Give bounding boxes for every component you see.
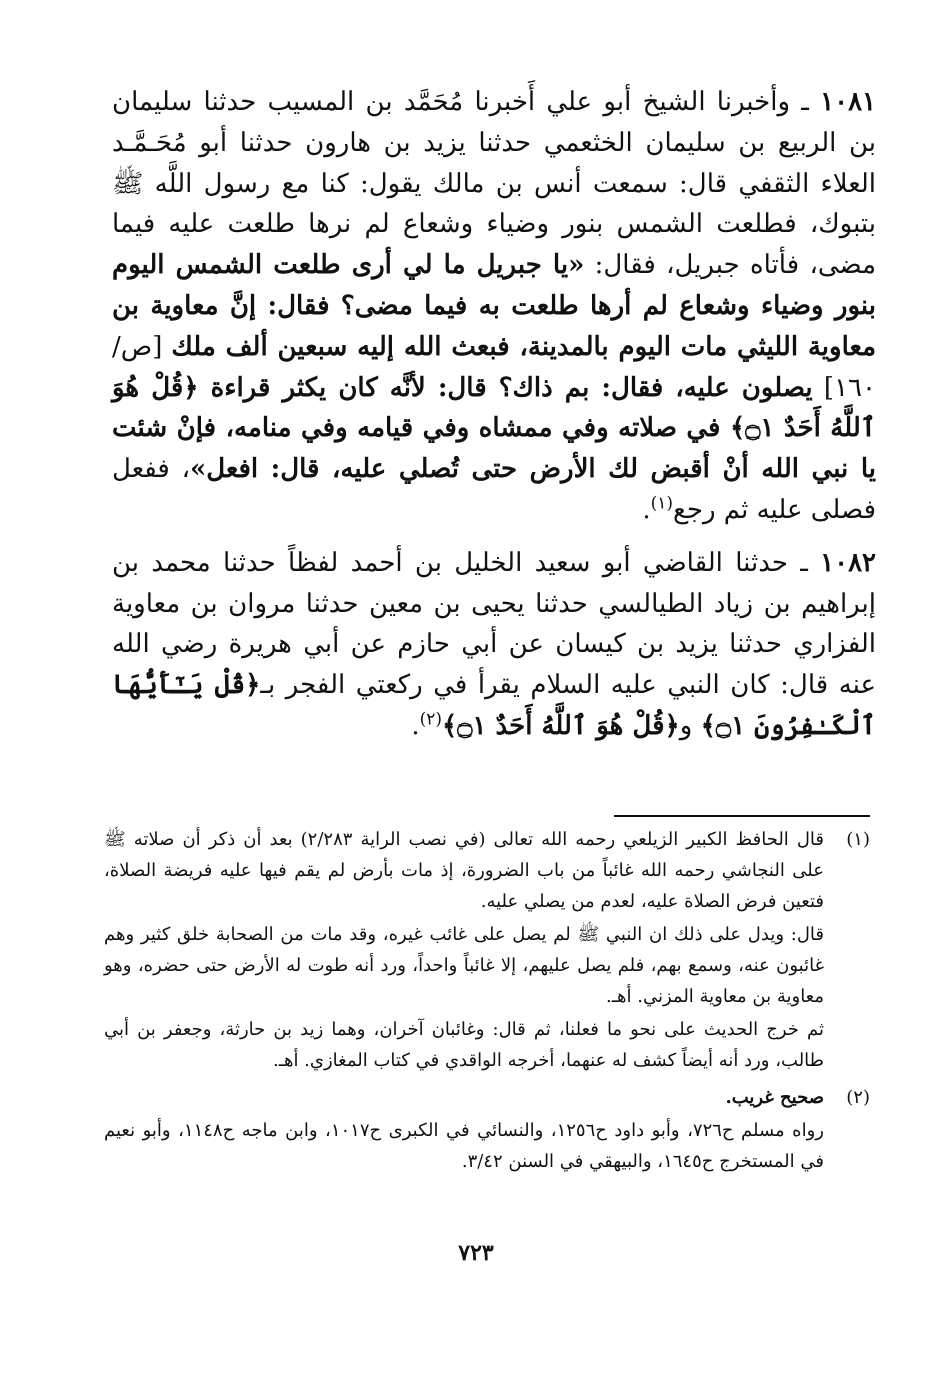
sentence-end: . bbox=[642, 494, 651, 525]
hadith-text-bold: يصلون عليه، فقال: بم ذاك؟ قال: لأنَّه كان يكثر قراءة ﴿قُلْ هُوَ ٱللَّهُ أَحَدٌ ۝١﴾ في صلاته وفي ممشاه وفي قيامه وفي منامه، فإنْ شئت يا نبي الله أنْ أقبض لك الأرض حتى تُصلي عليه، قال: افعل» bbox=[112, 372, 876, 485]
hadith-text: ، ففعل فصلى عليه ثم رجع bbox=[112, 454, 876, 525]
footnote-heading: صحيح غريب. bbox=[725, 1087, 824, 1108]
footnote-divider bbox=[614, 815, 870, 817]
hadith-text: و bbox=[679, 710, 701, 741]
footnote-ref[interactable]: (١) bbox=[650, 493, 674, 514]
footnote-paragraph: رواه مسلم ح٧٢٦، وأبو داود ح١٢٥٦، والنسائي في الكبرى ح١٠١٧، وابن ماجه ح١١٤٨، وأبو نعيم في المستخرج ح١٦٤٥، والبيهقي في السنن ٣/٤٢. bbox=[104, 1120, 824, 1172]
footnote-2 bbox=[104, 1082, 870, 1177]
hadith-text: ـ وأخبرنا الشيخ أبو علي أَخبرنا مُحَمَّد بن المسيب حدثنا سليمان بن الربيع بن سليمان الخثعمي حدثنا يزيد بن هارون حدثنا أبو مُحَـمَّـد العلاء الثقفي قال: سمعت أنس بن مالك يقول: كنا مع رسول اللَّه ﷺ بتبوك، فطلعت الشمس بنور وضياء وشعاع لم نرها طلعت عليه فيما مضى، فأتاه جبريل، فقال: bbox=[112, 87, 876, 281]
page-number: ٧٢٣ bbox=[458, 1240, 494, 1266]
sentence-end: . bbox=[411, 710, 420, 741]
hadith-1081 bbox=[112, 82, 876, 531]
main-text bbox=[112, 82, 876, 747]
hadith-1082 bbox=[112, 543, 876, 747]
footnote-marker: (١) bbox=[846, 829, 870, 850]
hadith-text: ـ حدثنا القاضي أبو سعيد الخليل بن أحمد لفظاً حدثنا محمد بن إبراهيم بن زياد الطيالسي حدثنا يحيى بن معين حدثنا مروان بن معاوية الفزاري حدثنا يزيد بن كيسان عن أبي حازم عن أبي هريرة رضي الله عنه قال: كان النبي عليه السلام يقرأ في ركعتي الفجر بـ bbox=[112, 547, 876, 701]
footnote-paragraph: ثم خرج الحديث على نحو ما فعلنا، ثم قال: وغائبان آخران، وهما زيد بن حارثة، وجعفر بن أبي طالب، ورد أنه أيضاً كشف له عنهما، أخرجه الواقدي في كتاب المغازي. أهـ. bbox=[104, 1019, 825, 1071]
quran-verse: ﴿قُلْ يَـٰٓأَيُّهَا ٱلْكَـٰفِرُونَ ۝١﴾ bbox=[112, 670, 876, 741]
footnote-body bbox=[104, 1082, 824, 1177]
quran-verse: ﴿قُلْ هُوَ ٱللَّهُ أَحَدٌ ۝١﴾ bbox=[442, 710, 680, 741]
footnote-paragraph: قال: ويدل على ذلك ان النبي ﷺ لم يصل على غائب غيره، وقد مات من الصحابة خلق كثير وهم غائبون عنه، وسمع بهم، فلم يصل عليهم، إلا غائباً واحداً، ورد أنه طوت له الأرض حتى حضره، وهو معاوية بن معاوية المزني. أهـ. bbox=[104, 924, 824, 1007]
footnote-ref[interactable]: (٢) bbox=[419, 709, 442, 730]
footnote-1 bbox=[104, 824, 870, 1076]
footnote-body bbox=[104, 824, 824, 1076]
hadith-number: ١٠٨٢ bbox=[820, 547, 876, 578]
footnote-marker: (٢) bbox=[846, 1087, 870, 1108]
hadith-number: ١٠٨١ bbox=[820, 87, 876, 117]
hadith-text-bold: «يا جبريل ما لي أرى طلعت الشمس اليوم بنور وضياء وشعاع لم أرها طلعت به فيما مضى؟ فقال: إنَّ معاوية بن معاوية الليثي مات اليوم بالمدينة، فبعث الله إليه سبعين ألف ملك bbox=[112, 250, 876, 362]
footnote-paragraph: قال الحافظ الكبير الزيلعي رحمه الله تعالى (في نصب الراية ٢/٢٨٣) بعد أن ذكر أن صلاته ﷺ على النجاشي رحمه الله غائباً من باب الضرورة، إذ مات بأرض لم يقم فيها عليه فريضة الصلاة، فتعين فرض الصلاة عليه، لعدم من يصلي عليه. bbox=[104, 829, 824, 912]
page-reference: [ص/١٦٠] bbox=[112, 331, 876, 403]
footnotes bbox=[104, 824, 870, 1177]
